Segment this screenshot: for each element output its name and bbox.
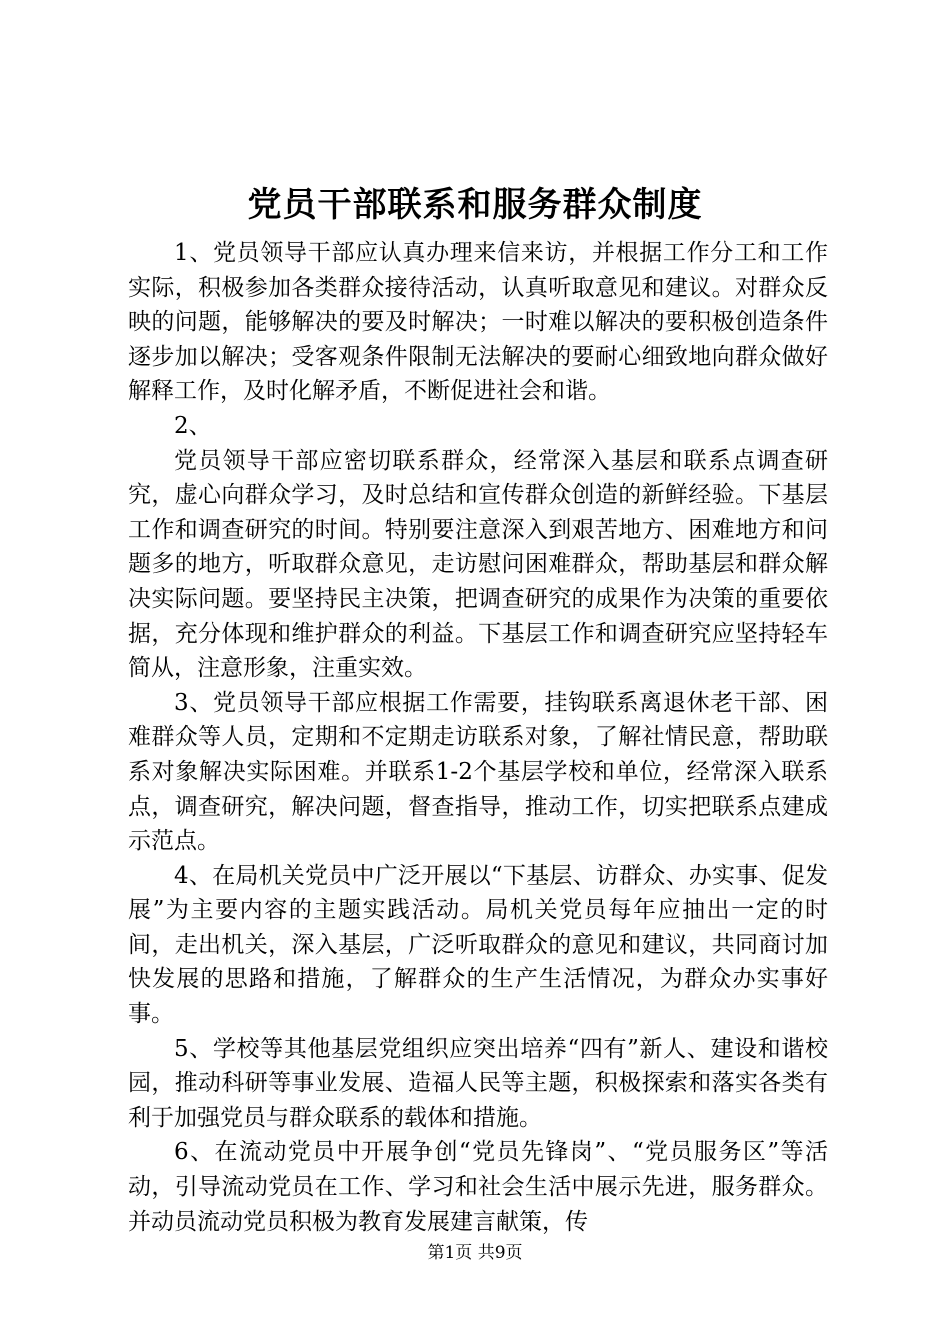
document-body <box>128 236 828 1239</box>
page-footer: 第1页 共9页 <box>427 1243 523 1263</box>
paragraph-2-text: 党员领导干部应密切联系群众，经常深入基层和联系点调查研究，虚心向群众学习，及时总结和宣传群众创造的新鲜经验。下基层工作和调查研究的时间。特别要注意深入到艰苦地方、困难地方和问题多的地方，听取群众意见，走访慰问困难群众，帮助基层和群众解决实际问题。要坚持民主决策，把调查研究的成果作为决策的重要依据，充分体现和维护群众的利益。下基层工作和调查研究应坚持轻车简从，注意形象，注重实效。 <box>128 447 828 682</box>
paragraph-3: 3、党员领导干部应根据工作需要，挂钩联系离退休老干部、困难群众等人员，定期和不定期走访联系对象，了解社情民意，帮助联系对象解决实际困难。并联系1-2个基层学校和单位，经常深入联系点，调查研究，解决问题，督查指导，推动工作，切实把联系点建成示范点。 <box>128 689 828 855</box>
document-title: 党员干部联系和服务群众制度 <box>247 185 703 225</box>
paragraph-5: 5、学校等其他基层党组织应突出培养“四有”新人、建设和谐校园，推动科研等事业发展、造福人民等主题，积极探索和落实各类有利于加强党员与群众联系的载体和措施。 <box>128 1035 828 1131</box>
paragraph-1: 1、党员领导干部应认真办理来信来访，并根据工作分工和工作实际，积极参加各类群众接待活动，认真听取意见和建议。对群众反映的问题，能够解决的要及时解决；一时难以解决的要积极创造条件逐步加以解决；受客观条件限制无法解决的要耐心细致地向群众做好解释工作，及时化解矛盾，不断促进社会和谐。 <box>128 240 828 405</box>
paragraph-4: 4、在局机关党员中广泛开展以“下基层、访群众、办实事、促发展”为主要内容的主题实践活动。局机关党员每年应抽出一定的时间，走出机关，深入基层，广泛听取群众的意见和建议，共同商讨加快发展的思路和措施，了解群众的生产生活情况，为群众办实事好事。 <box>128 862 828 1028</box>
paragraph-6: 6、在流动党员中开展争创“党员先锋岗”、“党员服务区”等活动，引导流动党员在工作、学习和社会生活中展示先进，服务群众。并动员流动党员积极为教育发展建言献策，传 <box>128 1139 828 1235</box>
paragraph-2-number: 2、 <box>174 412 212 439</box>
